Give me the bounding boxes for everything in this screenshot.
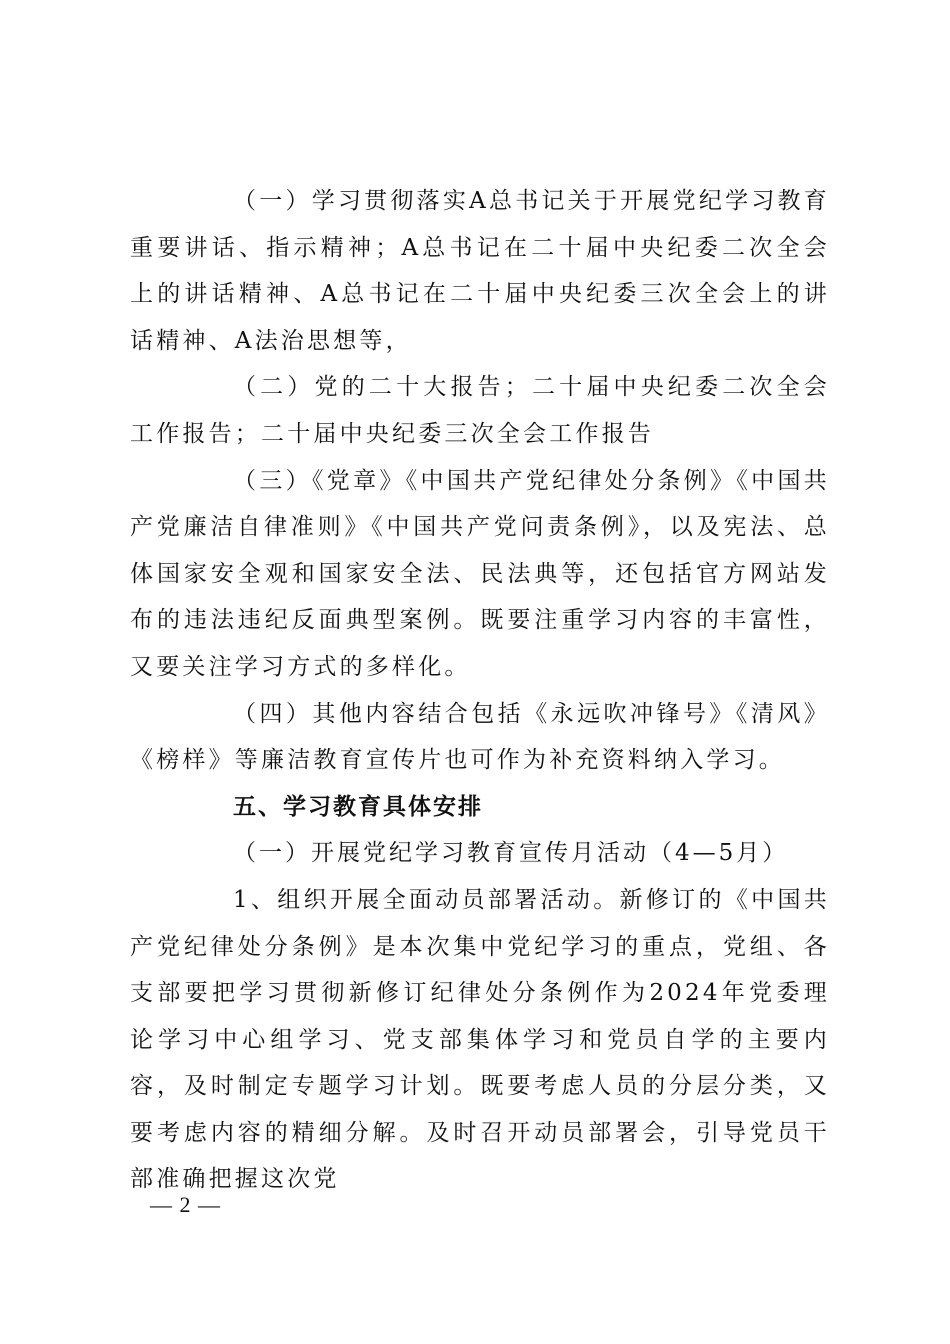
- paragraph-mobilization: 1、组织开展全面动员部署活动。新修订的《中国共产党纪律处分条例》是本次集中党纪学习的重点，党组、各支部要把学习贯彻新修订纪律处分条例作为2024年党委理论学习中心组学习、党支部集体学习和党员自学的主要内容，及时制定专题学习计划。既要考虑人员的分层分类，又要考虑内容的精细分解。及时召开动员部署会，引导党员干部准确把握这次党: [130, 886, 830, 1193]
- section-heading: 五、学习教育具体安排: [233, 793, 483, 820]
- paragraph-regulations: （三）《党章》《中国共产党纪律处分条例》《中国共产党廉洁自律准则》《中国共产党问责条例》，以及宪法、总体国家安全观和国家安全法、民法典等，还包括官方网站发布的违法违纪反面典型案例。既要注重学习内容的丰富性，又要关注学习方式的多样化。: [130, 467, 830, 680]
- subsection-heading: （一）开展党纪学习教育宣传月活动（4—5月）: [233, 840, 789, 867]
- page-number: — 2 —: [150, 1192, 221, 1217]
- paragraph-other-content: （四）其他内容结合包括《永远吹冲锋号》《清风》《榜样》等廉洁教育宣传片也可作为补充资料纳入学习。: [130, 700, 830, 774]
- document-body: [130, 178, 830, 1203]
- paragraph-reports: （二）党的二十大报告；二十届中央纪委二次全会工作报告；二十届中央纪委三次全会工作报告: [130, 374, 830, 447]
- paragraph-study-speeches: （一）学习贯彻落实A总书记关于开展党纪学习教育重要讲话、指示精神；A总书记在二十届中央纪委二次全会上的讲话精神、A总书记在二十届中央纪委三次全会上的讲话精神、A法治思想等，: [130, 188, 830, 354]
